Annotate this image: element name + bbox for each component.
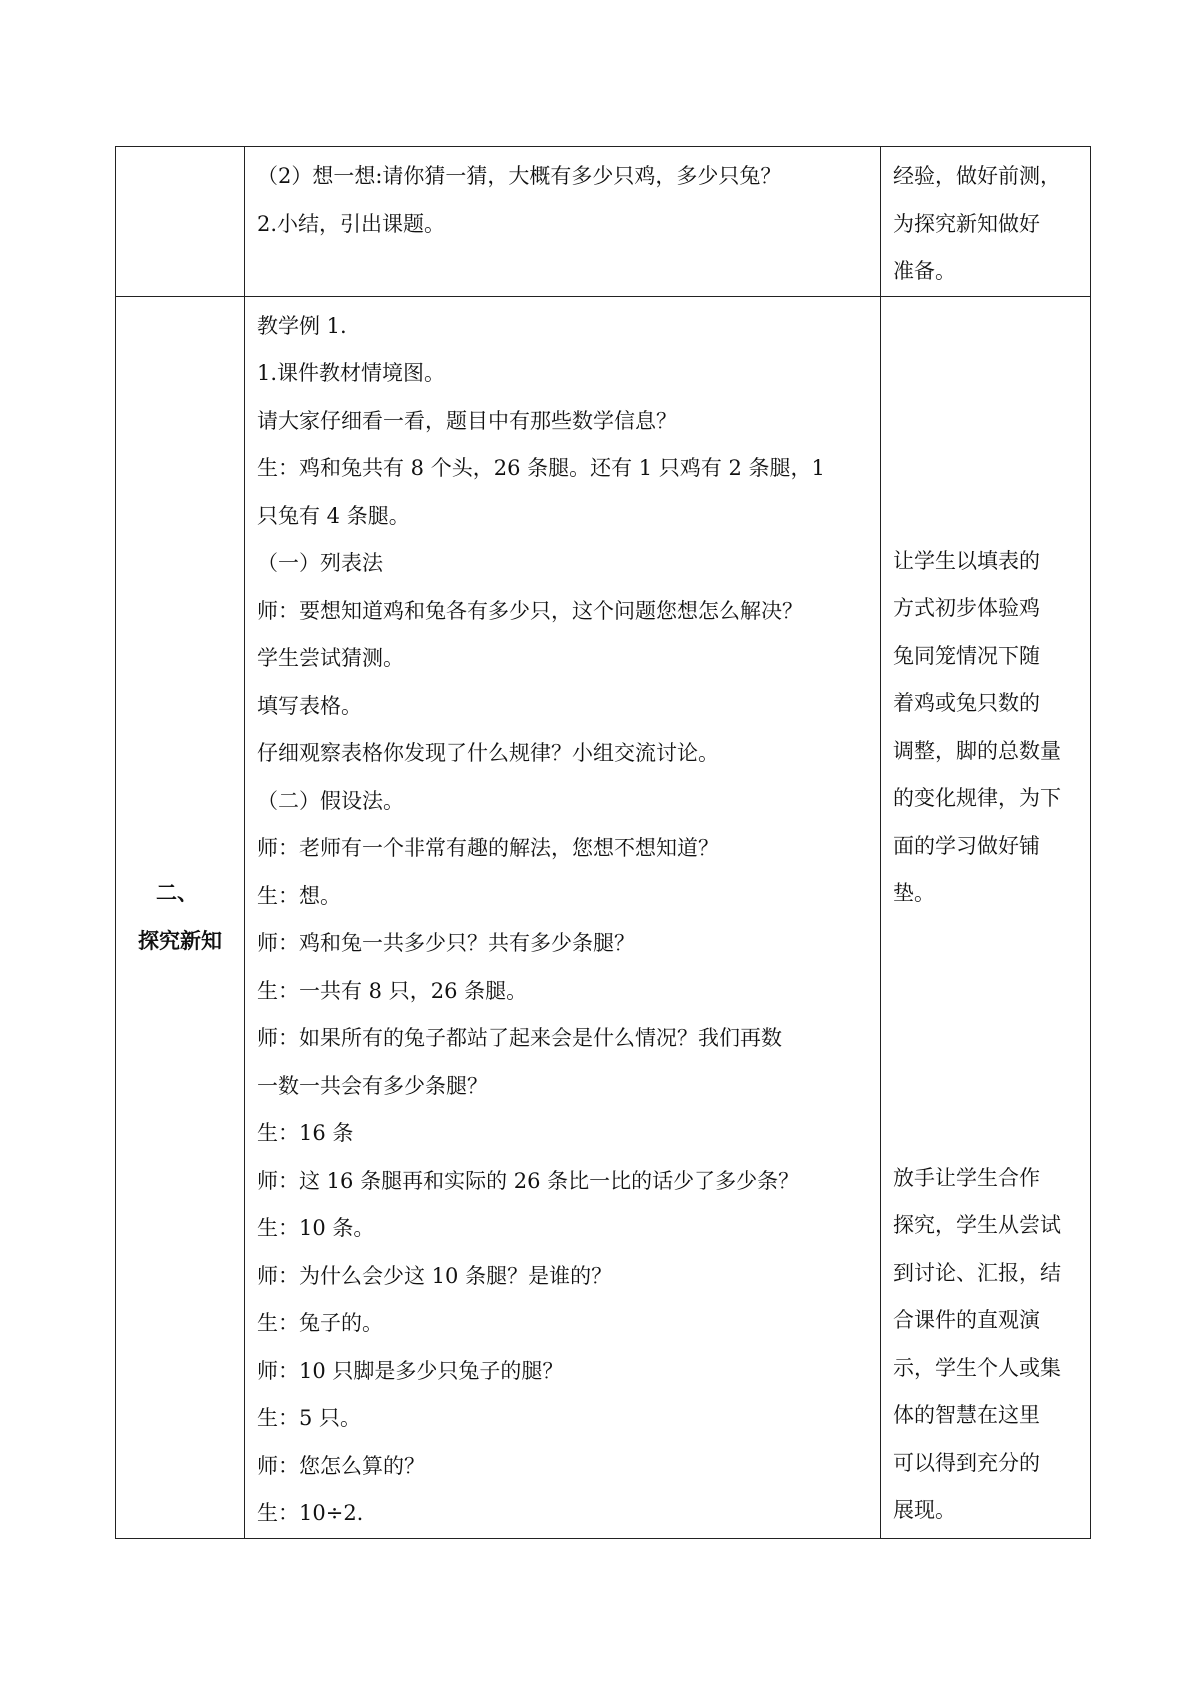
note-line: 合课件的直观演 <box>893 1308 1040 1332</box>
notes-cell <box>881 296 1091 1538</box>
content-line: 师：如果所有的兔子都站了起来会是什么情况？我们再数 <box>257 1026 782 1050</box>
content-line: 仔细观察表格你发现了什么规律？小组交流讨论。 <box>257 741 719 765</box>
content-line: 学生尝试猜测。 <box>257 646 404 670</box>
content-line: 师：老师有一个非常有趣的解法，您想不想知道？ <box>257 836 719 860</box>
note-line: 面的学习做好铺 <box>893 833 1040 858</box>
notes-spacer <box>893 918 1082 1155</box>
note-line: 放手让学生合作 <box>893 1165 1040 1190</box>
content-line: （一）列表法 <box>257 551 383 575</box>
content-line: 师：10 只脚是多少只兔子的腿？ <box>257 1358 564 1383</box>
content-line: 师：这 16 条腿再和实际的 26 条比一比的话少了多少条？ <box>257 1168 800 1193</box>
table-row <box>116 296 1091 1538</box>
note-line: 探究，学生从尝试 <box>893 1213 1061 1237</box>
content-line: （二）假设法。 <box>257 788 404 813</box>
content-line: 一数一共会有多少条腿？ <box>257 1073 488 1098</box>
lesson-plan-table <box>115 146 1091 1539</box>
note-line: 经验，做好前测， <box>893 164 1061 188</box>
stage-number: 二、 <box>156 881 198 905</box>
content-line: 生：16 条 <box>257 1121 354 1145</box>
table-row <box>116 147 1091 297</box>
content-line: 生：一共有 8 只，26 条腿。 <box>257 978 528 1003</box>
content-line: （2）想一想:请你猜一猜，大概有多少只鸡，多少只兔？ <box>257 164 782 188</box>
content-line: 只兔有 4 条腿。 <box>257 503 410 528</box>
note-line: 让学生以填表的 <box>893 548 1040 573</box>
content-line: 生：鸡和兔共有 8 个头，26 条腿。还有 1 只鸡有 2 条腿，1 <box>257 456 825 480</box>
note-line: 方式初步体验鸡 <box>893 596 1040 620</box>
stage-name: 探究新知 <box>138 929 222 953</box>
content-line: 教学例 1. <box>257 313 347 338</box>
note-line: 调整，脚的总数量 <box>893 738 1061 763</box>
stage-cell <box>116 296 245 1538</box>
note-line: 体的智慧在这里 <box>893 1403 1040 1427</box>
note-line: 垫。 <box>893 881 935 905</box>
content-line: 生：想。 <box>257 883 341 908</box>
content-line: 生：5 只。 <box>257 1406 362 1430</box>
stage-cell-empty <box>116 147 245 297</box>
notes-spacer <box>893 303 1082 538</box>
notes-cell <box>881 147 1091 297</box>
note-line: 到讨论、汇报，结 <box>893 1260 1061 1285</box>
content-line: 师：为什么会少这 10 条腿？是谁的？ <box>257 1263 613 1288</box>
content-line: 师：要想知道鸡和兔各有多少只，这个问题您想怎么解决？ <box>257 598 803 623</box>
note-line: 为探究新知做好 <box>893 211 1040 236</box>
content-line: 2.小结，引出课题。 <box>257 211 446 236</box>
content-line: 填写表格。 <box>257 693 362 718</box>
content-cell <box>245 296 881 1538</box>
content-line: 师：您怎么算的？ <box>257 1453 425 1478</box>
content-cell <box>245 147 881 297</box>
note-line: 可以得到充分的 <box>893 1450 1040 1475</box>
content-line: 师：鸡和兔一共多少只？共有多少条腿？ <box>257 931 635 955</box>
content-line: 生：兔子的。 <box>257 1311 383 1335</box>
content-line: 生：10÷2. <box>257 1501 364 1525</box>
note-line: 兔同笼情况下随 <box>893 643 1040 668</box>
note-line: 准备。 <box>893 259 956 283</box>
note-line: 示，学生个人或集 <box>893 1355 1061 1380</box>
note-line: 展现。 <box>893 1498 956 1522</box>
content-line: 生：10 条。 <box>257 1216 375 1240</box>
content-line: 请大家仔细看一看，题目中有那些数学信息？ <box>257 408 677 433</box>
content-line: 1.课件教材情境图。 <box>257 361 446 385</box>
note-line: 着鸡或兔只数的 <box>893 691 1040 715</box>
note-line: 的变化规律，为下 <box>893 786 1061 810</box>
